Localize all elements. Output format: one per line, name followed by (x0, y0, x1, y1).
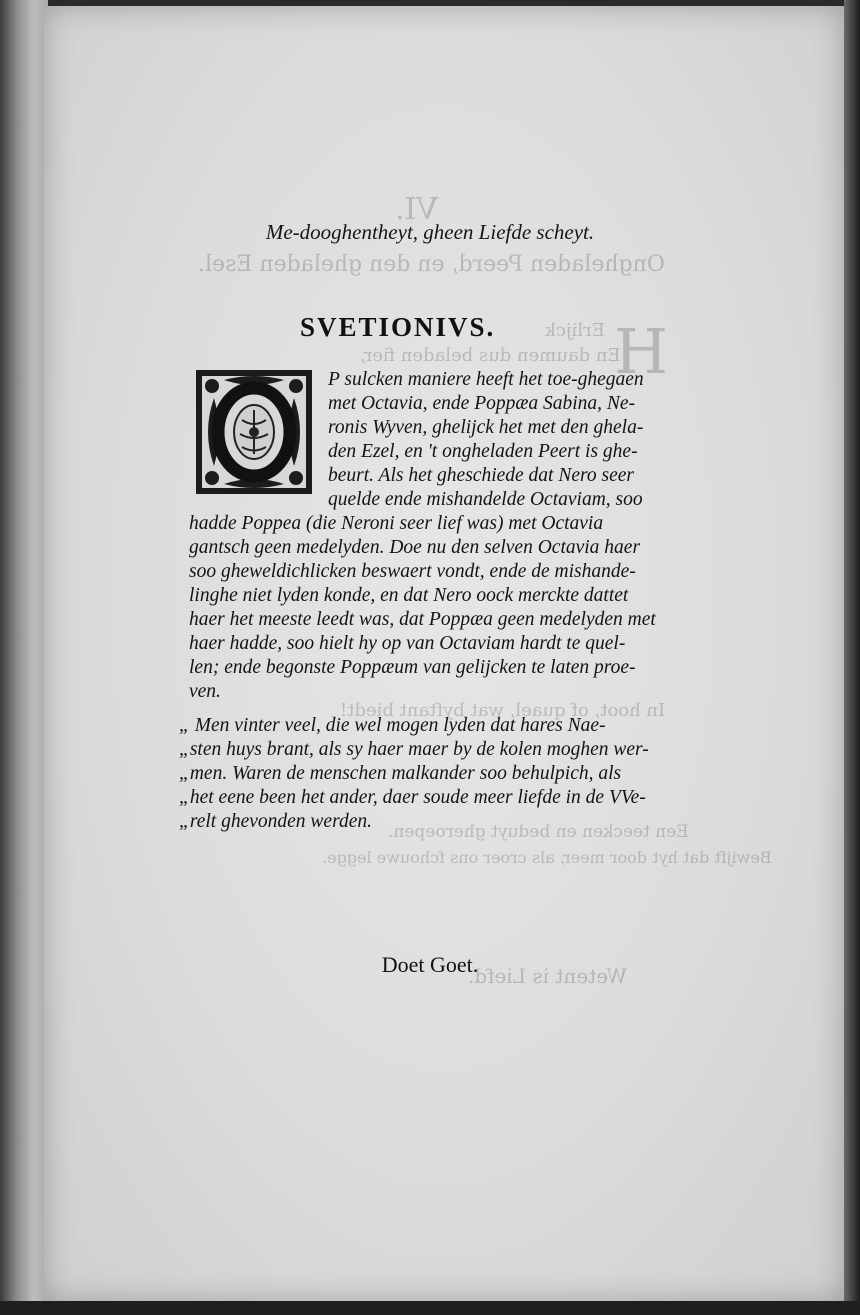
text-line: quelde ende mishandelde Octaviam, soo (328, 489, 643, 510)
page-edge-right (844, 0, 860, 1315)
text-line: „ Men vinter veel, die wel mogen lyden dat hares Nae- (179, 715, 606, 736)
decorated-initial (194, 368, 314, 496)
book-binding (0, 0, 48, 1315)
bleed-through-line: Wetent is Liefd. (468, 964, 628, 988)
text-line: soo gheweldichlicken beswaert vondt, ende de mishande- (189, 561, 636, 582)
bleed-through-heading: VI. (395, 192, 439, 227)
bleed-through-line: En daumen dus beladen fier, (360, 345, 621, 366)
text-line: den Ezel, en 't ongheladen Peert is ghe- (328, 441, 638, 462)
bleed-through-line: In hoot, of quael, wat byftant biedt! (340, 700, 666, 721)
text-line: P sulcken maniere heeft het toe-ghegaen (328, 369, 644, 390)
text-line: „relt ghevonden werden. (179, 811, 372, 832)
bleed-through-initial: H (614, 315, 669, 388)
text-line: linghe niet lyden konde, en dat Nero oock merckte dattet (189, 585, 629, 606)
bleed-through-title: Ongheladen Peerd, en den gheladen Esel. (198, 252, 665, 277)
bleed-through-line: Een teecken en beduyt gheroepen. (388, 822, 689, 842)
text-line: ronis Wyven, ghelijck het met den ghela- (328, 417, 644, 438)
bleed-through-line: Bewijft dat hyt door meer, als croer ons fchouwe legge. (322, 848, 772, 867)
text-line: hadde Poppea (die Neroni seer lief was) met Octavia (189, 513, 604, 534)
text-line: met Octavia, ende Poppæa Sabina, Ne- (328, 393, 636, 414)
text-line: „sten huys brant, als sy haer maer by de kolen moghen wer- (179, 739, 649, 760)
text-line: ven. (189, 681, 221, 702)
text-line: haer hadde, soo hielt hy op van Octaviam hardt te quel- (189, 633, 626, 654)
ornament-initial-icon (194, 368, 314, 496)
page-edge-bottom (0, 1301, 860, 1315)
motto: Me-dooghentheyt, gheen Liefde scheyt. (265, 220, 595, 244)
text-line: gantsch geen medelyden. Doe nu den selven Octavia haer (189, 537, 641, 558)
text-line: „het eene been het ander, daer soude meer liefde in de VVe- (179, 787, 646, 808)
closing-motto: Doet Goet. (381, 952, 479, 977)
bleed-through-line: Erlijck (545, 320, 605, 341)
text-line: „men. Waren de menschen malkander soo behulpich, als (179, 763, 622, 784)
text-line: len; ende begonste Poppæum van gelijcken te laten proe- (189, 657, 636, 678)
author-heading: SVETIONIVS. (300, 312, 496, 342)
text-line: beurt. Als het gheschiede dat Nero seer (328, 465, 634, 486)
text-line: haer het meeste leedt was, dat Poppæa geen medelyden met (189, 609, 656, 630)
